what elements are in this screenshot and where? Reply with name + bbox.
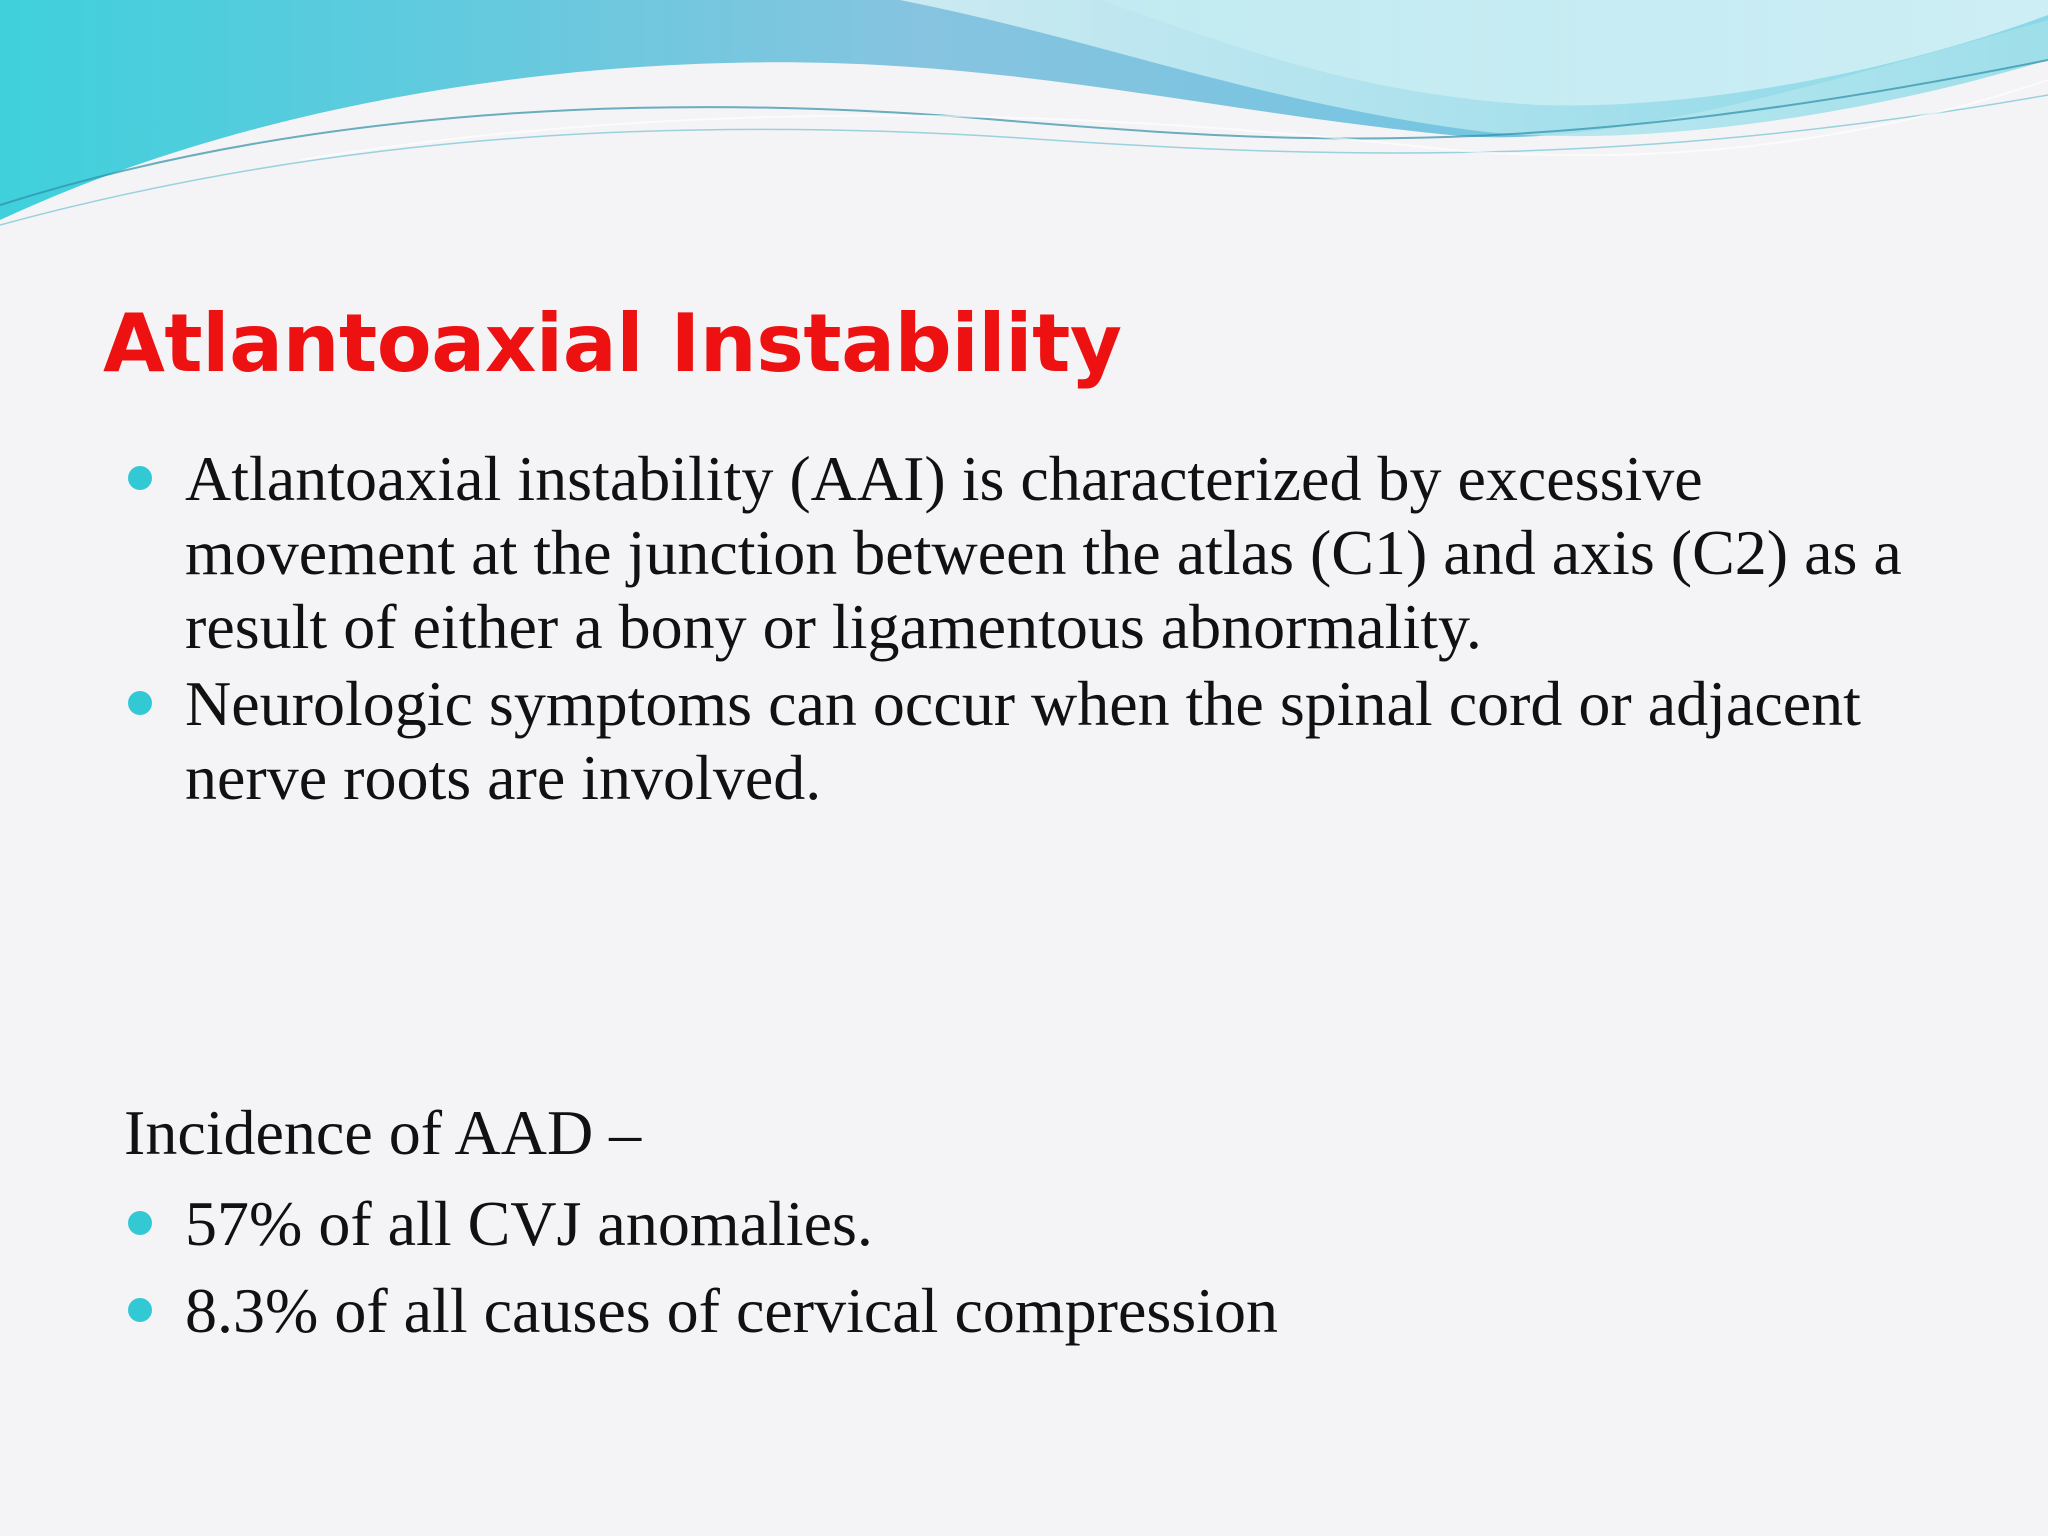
- bullet-text: Atlantoaxial instability (AAI) is characterized by excessive movement at the junction between the atlas (C1) and axis (C2) as a result of either a bony or ligamentous abnormality.: [185, 443, 1902, 662]
- bullet-dot-icon: [128, 1211, 152, 1235]
- list-item: [103, 442, 1963, 664]
- bullet-text: Neurologic symptoms can occur when the spinal cord or adjacent nerve roots are involved.: [185, 668, 1861, 813]
- bullet-text: 8.3% of all causes of cervical compression: [185, 1275, 1278, 1346]
- bullet-text: 57% of all CVJ anomalies.: [185, 1188, 873, 1259]
- list-item: [103, 1187, 1963, 1261]
- wave-header-decoration: [0, 0, 2048, 240]
- slide-title: Atlantoaxial Instability: [103, 297, 1122, 390]
- bullet-dot-icon: [128, 466, 152, 490]
- list-item: [103, 667, 1963, 815]
- bullet-dot-icon: [128, 691, 152, 715]
- bullet-dot-icon: [128, 1298, 152, 1322]
- incidence-subheading: Incidence of AAD –: [124, 1097, 642, 1168]
- main-bullet-list: [103, 442, 1963, 818]
- list-item: [103, 1274, 1963, 1348]
- incidence-bullet-list: [103, 1187, 1963, 1361]
